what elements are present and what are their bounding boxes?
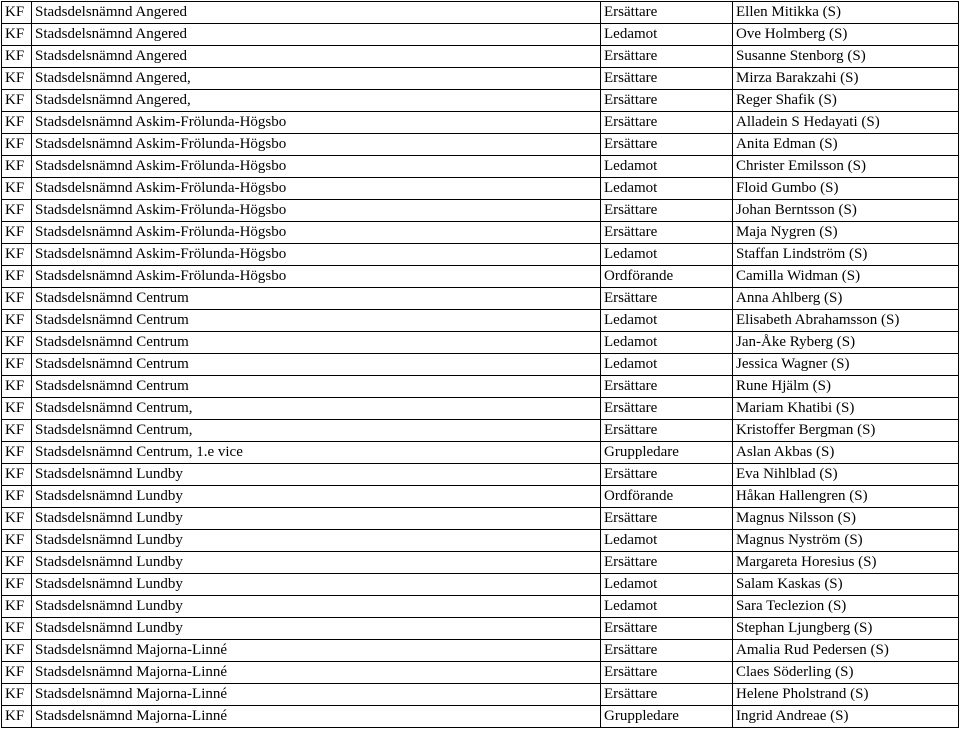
org-cell: KF (2, 310, 32, 332)
table-row (2, 288, 959, 310)
table-row (2, 332, 959, 354)
committee-cell: Stadsdelsnämnd Centrum, (32, 398, 601, 420)
member-name-cell: Jan-Åke Ryberg (S) (733, 332, 959, 354)
role-cell: Ledamot (601, 332, 733, 354)
table-row (2, 684, 959, 706)
table-row (2, 112, 959, 134)
member-name-cell: Jessica Wagner (S) (733, 354, 959, 376)
org-cell: KF (2, 574, 32, 596)
table-row (2, 266, 959, 288)
role-cell: Ersättare (601, 288, 733, 310)
member-name-cell: Anita Edman (S) (733, 134, 959, 156)
committee-cell: Stadsdelsnämnd Angered (32, 46, 601, 68)
member-name-cell: Staffan Lindström (S) (733, 244, 959, 266)
committee-cell: Stadsdelsnämnd Angered, (32, 68, 601, 90)
org-cell: KF (2, 552, 32, 574)
table-row (2, 134, 959, 156)
committee-cell: Stadsdelsnämnd Centrum (32, 376, 601, 398)
org-cell: KF (2, 178, 32, 200)
table-row (2, 354, 959, 376)
member-name-cell: Anna Ahlberg (S) (733, 288, 959, 310)
table-row (2, 376, 959, 398)
member-name-cell: Mirza Barakzahi (S) (733, 68, 959, 90)
role-cell: Ersättare (601, 508, 733, 530)
committee-cell: Stadsdelsnämnd Askim-Frölunda-Högsbo (32, 244, 601, 266)
org-cell: KF (2, 332, 32, 354)
committee-cell: Stadsdelsnämnd Centrum (32, 354, 601, 376)
committee-cell: Stadsdelsnämnd Centrum (32, 288, 601, 310)
committee-cell: Stadsdelsnämnd Angered, (32, 90, 601, 112)
org-cell: KF (2, 90, 32, 112)
committee-cell: Stadsdelsnämnd Angered (32, 2, 601, 24)
committee-cell: Stadsdelsnämnd Askim-Frölunda-Högsbo (32, 200, 601, 222)
member-name-cell: Reger Shafik (S) (733, 90, 959, 112)
committee-cell: Stadsdelsnämnd Centrum, (32, 420, 601, 442)
table-row (2, 662, 959, 684)
org-cell: KF (2, 266, 32, 288)
table-row (2, 68, 959, 90)
committee-cell: Stadsdelsnämnd Angered (32, 24, 601, 46)
table-row (2, 486, 959, 508)
role-cell: Ledamot (601, 530, 733, 552)
member-name-cell: Camilla Widman (S) (733, 266, 959, 288)
org-cell: KF (2, 640, 32, 662)
role-cell: Ersättare (601, 640, 733, 662)
role-cell: Ersättare (601, 46, 733, 68)
table-row (2, 552, 959, 574)
table-row (2, 310, 959, 332)
org-cell: KF (2, 706, 32, 728)
role-cell: Ordförande (601, 266, 733, 288)
member-name-cell: Håkan Hallengren (S) (733, 486, 959, 508)
role-cell: Ersättare (601, 618, 733, 640)
member-name-cell: Johan Berntsson (S) (733, 200, 959, 222)
role-cell: Ersättare (601, 2, 733, 24)
table-row (2, 244, 959, 266)
table-row (2, 156, 959, 178)
member-name-cell: Salam Kaskas (S) (733, 574, 959, 596)
org-cell: KF (2, 618, 32, 640)
table-row (2, 706, 959, 728)
committee-cell: Stadsdelsnämnd Lundby (32, 486, 601, 508)
role-cell: Ledamot (601, 354, 733, 376)
member-name-cell: Rune Hjälm (S) (733, 376, 959, 398)
org-cell: KF (2, 662, 32, 684)
role-cell: Ledamot (601, 596, 733, 618)
role-cell: Ledamot (601, 156, 733, 178)
org-cell: KF (2, 244, 32, 266)
role-cell: Ersättare (601, 112, 733, 134)
table-row (2, 508, 959, 530)
member-name-cell: Elisabeth Abrahamsson (S) (733, 310, 959, 332)
table-row (2, 618, 959, 640)
member-name-cell: Ellen Mitikka (S) (733, 2, 959, 24)
org-cell: KF (2, 420, 32, 442)
role-cell: Ersättare (601, 200, 733, 222)
org-cell: KF (2, 156, 32, 178)
org-cell: KF (2, 200, 32, 222)
org-cell: KF (2, 24, 32, 46)
table-row (2, 90, 959, 112)
org-cell: KF (2, 530, 32, 552)
org-cell: KF (2, 68, 32, 90)
member-name-cell: Alladein S Hedayati (S) (733, 112, 959, 134)
org-cell: KF (2, 288, 32, 310)
org-cell: KF (2, 486, 32, 508)
role-cell: Ordförande (601, 486, 733, 508)
member-name-cell: Amalia Rud Pedersen (S) (733, 640, 959, 662)
member-name-cell: Ove Holmberg (S) (733, 24, 959, 46)
role-cell: Ersättare (601, 68, 733, 90)
table-row (2, 24, 959, 46)
table-row (2, 46, 959, 68)
committee-cell: Stadsdelsnämnd Askim-Frölunda-Högsbo (32, 266, 601, 288)
role-cell: Ersättare (601, 464, 733, 486)
committee-cell: Stadsdelsnämnd Lundby (32, 530, 601, 552)
table-row (2, 442, 959, 464)
committee-cell: Stadsdelsnämnd Centrum (32, 332, 601, 354)
member-name-cell: Margareta Horesius (S) (733, 552, 959, 574)
role-cell: Ledamot (601, 574, 733, 596)
table-row (2, 596, 959, 618)
role-cell: Ersättare (601, 222, 733, 244)
member-name-cell: Stephan Ljungberg (S) (733, 618, 959, 640)
role-cell: Gruppledare (601, 706, 733, 728)
member-name-cell: Mariam Khatibi (S) (733, 398, 959, 420)
member-name-cell: Kristoffer Bergman (S) (733, 420, 959, 442)
role-cell: Ersättare (601, 684, 733, 706)
table-row (2, 398, 959, 420)
member-name-cell: Helene Pholstrand (S) (733, 684, 959, 706)
member-name-cell: Aslan Akbas (S) (733, 442, 959, 464)
role-cell: Ersättare (601, 134, 733, 156)
org-cell: KF (2, 2, 32, 24)
committee-cell: Stadsdelsnämnd Lundby (32, 508, 601, 530)
role-cell: Ersättare (601, 90, 733, 112)
org-cell: KF (2, 684, 32, 706)
committee-cell: Stadsdelsnämnd Lundby (32, 574, 601, 596)
member-name-cell: Eva Nihlblad (S) (733, 464, 959, 486)
org-cell: KF (2, 398, 32, 420)
members-table (1, 1, 959, 728)
role-cell: Ersättare (601, 552, 733, 574)
committee-cell: Stadsdelsnämnd Lundby (32, 596, 601, 618)
org-cell: KF (2, 112, 32, 134)
table-row (2, 574, 959, 596)
committee-cell: Stadsdelsnämnd Askim-Frölunda-Högsbo (32, 222, 601, 244)
table-row (2, 464, 959, 486)
committee-cell: Stadsdelsnämnd Majorna-Linné (32, 640, 601, 662)
member-name-cell: Maja Nygren (S) (733, 222, 959, 244)
members-table-body (2, 2, 959, 728)
committee-cell: Stadsdelsnämnd Centrum, 1.e vice (32, 442, 601, 464)
member-name-cell: Christer Emilsson (S) (733, 156, 959, 178)
org-cell: KF (2, 442, 32, 464)
org-cell: KF (2, 596, 32, 618)
role-cell: Ledamot (601, 178, 733, 200)
table-row (2, 178, 959, 200)
committee-cell: Stadsdelsnämnd Askim-Frölunda-Högsbo (32, 134, 601, 156)
role-cell: Gruppledare (601, 442, 733, 464)
table-row (2, 222, 959, 244)
table-row (2, 2, 959, 24)
committee-cell: Stadsdelsnämnd Centrum (32, 310, 601, 332)
role-cell: Ersättare (601, 398, 733, 420)
table-row (2, 420, 959, 442)
org-cell: KF (2, 134, 32, 156)
committee-cell: Stadsdelsnämnd Lundby (32, 618, 601, 640)
role-cell: Ledamot (601, 244, 733, 266)
member-name-cell: Floid Gumbo (S) (733, 178, 959, 200)
org-cell: KF (2, 46, 32, 68)
org-cell: KF (2, 464, 32, 486)
member-name-cell: Sara Teclezion (S) (733, 596, 959, 618)
role-cell: Ersättare (601, 420, 733, 442)
org-cell: KF (2, 222, 32, 244)
table-row (2, 200, 959, 222)
org-cell: KF (2, 354, 32, 376)
committee-cell: Stadsdelsnämnd Askim-Frölunda-Högsbo (32, 112, 601, 134)
member-name-cell: Claes Söderling (S) (733, 662, 959, 684)
committee-cell: Stadsdelsnämnd Askim-Frölunda-Högsbo (32, 178, 601, 200)
org-cell: KF (2, 508, 32, 530)
table-row (2, 530, 959, 552)
role-cell: Ersättare (601, 376, 733, 398)
committee-cell: Stadsdelsnämnd Lundby (32, 552, 601, 574)
committee-cell: Stadsdelsnämnd Majorna-Linné (32, 706, 601, 728)
member-name-cell: Magnus Nyström (S) (733, 530, 959, 552)
committee-cell: Stadsdelsnämnd Lundby (32, 464, 601, 486)
member-name-cell: Susanne Stenborg (S) (733, 46, 959, 68)
table-row (2, 640, 959, 662)
role-cell: Ersättare (601, 662, 733, 684)
role-cell: Ledamot (601, 24, 733, 46)
role-cell: Ledamot (601, 310, 733, 332)
committee-cell: Stadsdelsnämnd Askim-Frölunda-Högsbo (32, 156, 601, 178)
member-name-cell: Ingrid Andreae (S) (733, 706, 959, 728)
committee-cell: Stadsdelsnämnd Majorna-Linné (32, 684, 601, 706)
member-name-cell: Magnus Nilsson (S) (733, 508, 959, 530)
committee-cell: Stadsdelsnämnd Majorna-Linné (32, 662, 601, 684)
org-cell: KF (2, 376, 32, 398)
